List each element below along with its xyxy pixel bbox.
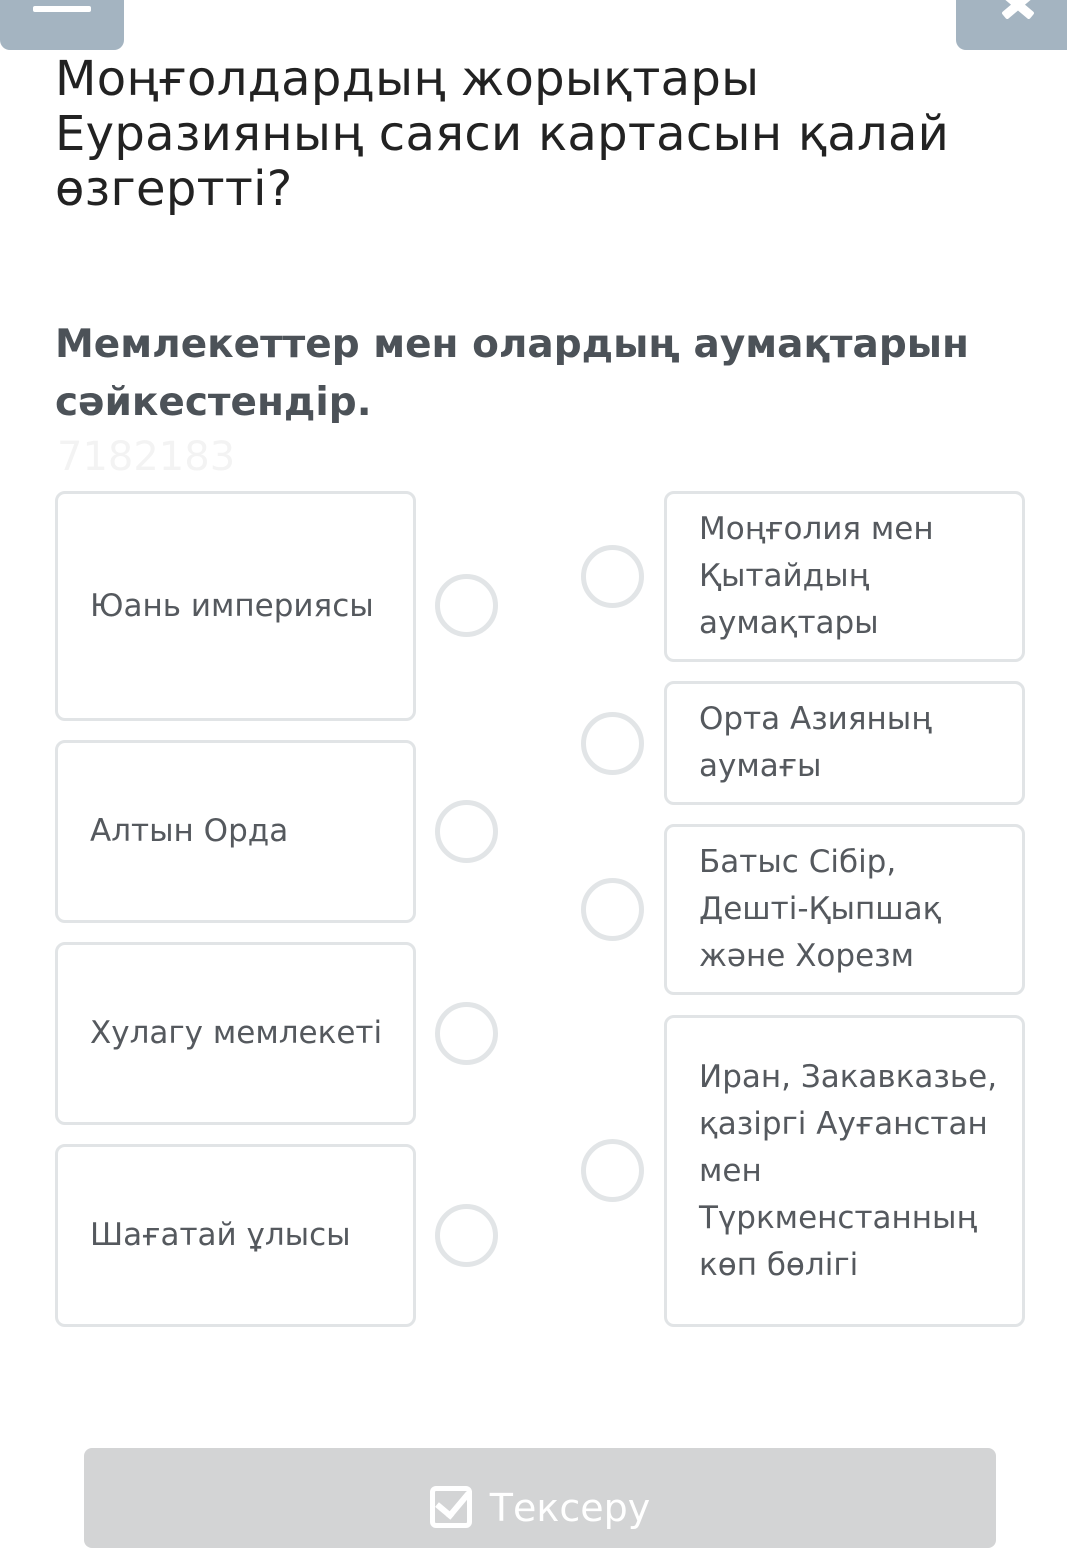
right-item-label: Моңғолия мен Қытайдың аумақтары [699, 511, 934, 641]
left-match-card-4[interactable] [55, 1144, 416, 1327]
left-connector-radio-2[interactable] [435, 800, 498, 863]
left-connector-radio-4[interactable] [435, 1204, 498, 1267]
right-match-card-3[interactable] [664, 824, 1025, 995]
left-match-card-3[interactable] [55, 942, 416, 1125]
right-item-label: Орта Азияның аумағы [699, 701, 932, 784]
watermark-number: 7182183 [57, 434, 236, 480]
left-connector-radio-1[interactable] [435, 574, 498, 637]
hamburger-menu-icon [33, 6, 91, 12]
left-match-card-2[interactable] [55, 740, 416, 923]
right-connector-radio-4[interactable] [581, 1139, 644, 1202]
question-instruction: Мемлекеттер мен олардың аумақтарын сәйкестендір. [55, 322, 969, 425]
right-match-card-1[interactable] [664, 491, 1025, 662]
left-item-label: Шағатай ұлысы [90, 1217, 351, 1253]
left-item-label: Алтын Орда [90, 813, 289, 849]
left-match-card-1[interactable] [55, 491, 416, 721]
close-icon [992, 0, 1044, 20]
close-button[interactable] [956, 0, 1067, 50]
check-button[interactable] [84, 1448, 996, 1548]
check-button-label: Тексеру [489, 1486, 651, 1530]
left-item-label: Юань империясы [90, 587, 374, 624]
right-match-card-4[interactable] [664, 1015, 1025, 1327]
right-item-label: Батыс Сібір, Дешті-Қыпшақ және Хорезм [699, 844, 942, 974]
right-item-label: Иран, Закавказье, қазіргі Ауғанстан мен Түркменстанның көп бөлігі [699, 1058, 998, 1283]
menu-button[interactable] [0, 0, 124, 50]
right-connector-radio-3[interactable] [581, 878, 644, 941]
right-connector-radio-2[interactable] [581, 712, 644, 775]
left-connector-radio-3[interactable] [435, 1002, 498, 1065]
right-connector-radio-1[interactable] [581, 545, 644, 608]
checkbox-check-icon [430, 1486, 472, 1528]
left-item-label: Хулагу мемлекеті [90, 1015, 383, 1051]
question-title: Моңғолдардың жорықтары Еуразияның саяси картасын қалай өзгертті? [55, 51, 950, 217]
right-match-card-2[interactable] [664, 681, 1025, 805]
